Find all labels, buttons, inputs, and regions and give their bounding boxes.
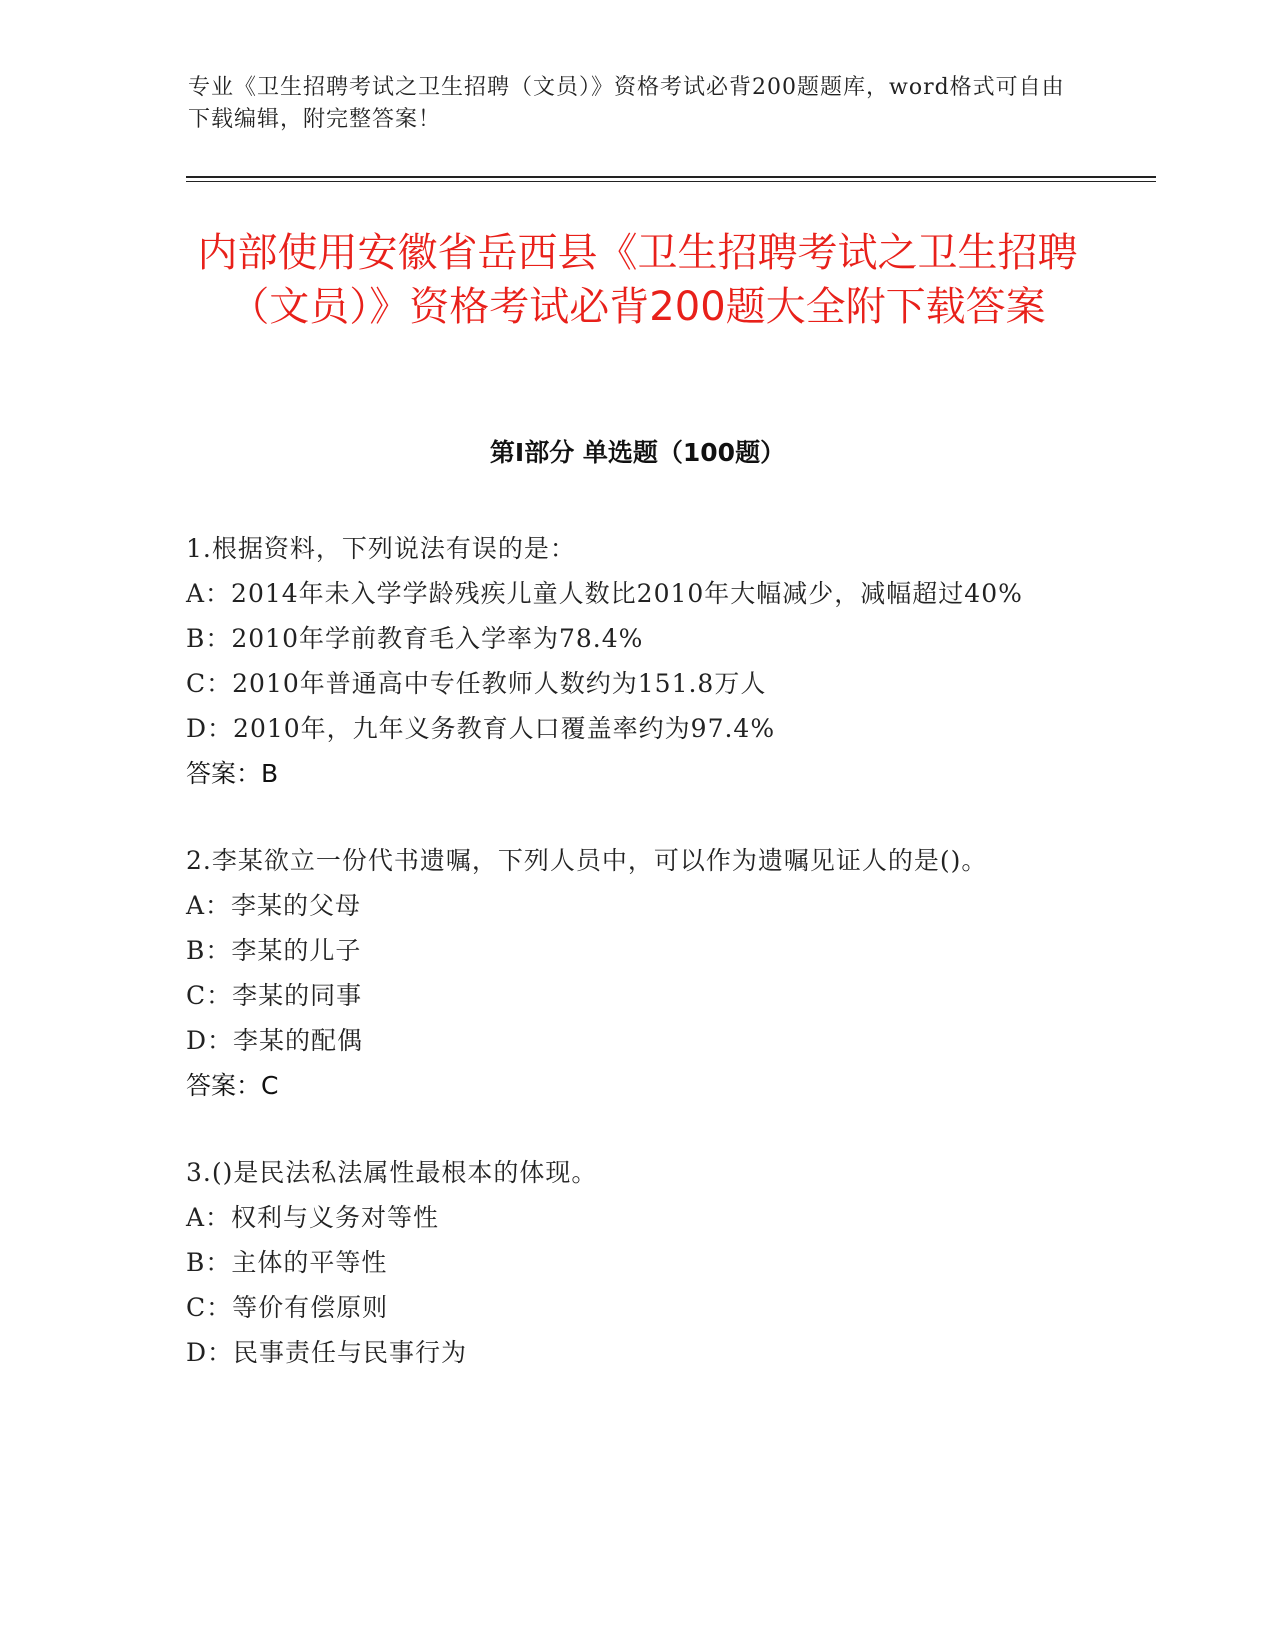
question-stem: 3.()是民法私法属性最根本的体现。 [186,1158,598,1187]
question-3 [186,1150,1066,1375]
option-d: D：李某的配偶 [186,1026,364,1055]
header-rule-thin [186,181,1156,182]
option-a: A：李某的父母 [186,891,362,920]
option-b: B：李某的儿子 [186,936,362,965]
document-title: 内部使用安徽省岳西县《卫生招聘考试之卫生招聘（文员）》资格考试必背200题大全附下载答案 [197,230,1078,330]
question-2 [186,838,1066,1108]
question-list [186,526,1066,1417]
option-c: C：李某的同事 [186,981,363,1010]
answer: 答案：C [186,1071,279,1100]
section-heading: 第I部分 单选题（100题） [489,438,786,467]
option-c: C：2010年普通高中专任教师人数约为151.8万人 [186,669,767,698]
option-b: B：2010年学前教育毛入学率为78.4% [186,624,644,653]
question-1 [186,526,1066,796]
question-stem: 1.根据资料，下列说法有误的是： [186,534,576,563]
option-a: A：2014年未入学学龄残疾儿童人数比2010年大幅减少，减幅超过40% [186,579,1023,608]
option-b: B：主体的平等性 [186,1248,388,1277]
header-note: 专业《卫生招聘考试之卫生招聘（文员）》资格考试必背200题题库，word格式可自由下载编辑，附完整答案！ [188,75,1065,132]
option-d: D：民事责任与民事行为 [186,1338,468,1367]
header-rule-thick [186,176,1156,178]
option-a: A：权利与义务对等性 [186,1203,440,1232]
answer: 答案：B [186,759,279,788]
question-stem: 2.李某欲立一份代书遗嘱，下列人员中，可以作为遗嘱见证人的是()。 [186,846,988,875]
option-c: C：等价有偿原则 [186,1293,389,1322]
option-d: D：2010年，九年义务教育人口覆盖率约为97.4% [186,714,776,743]
